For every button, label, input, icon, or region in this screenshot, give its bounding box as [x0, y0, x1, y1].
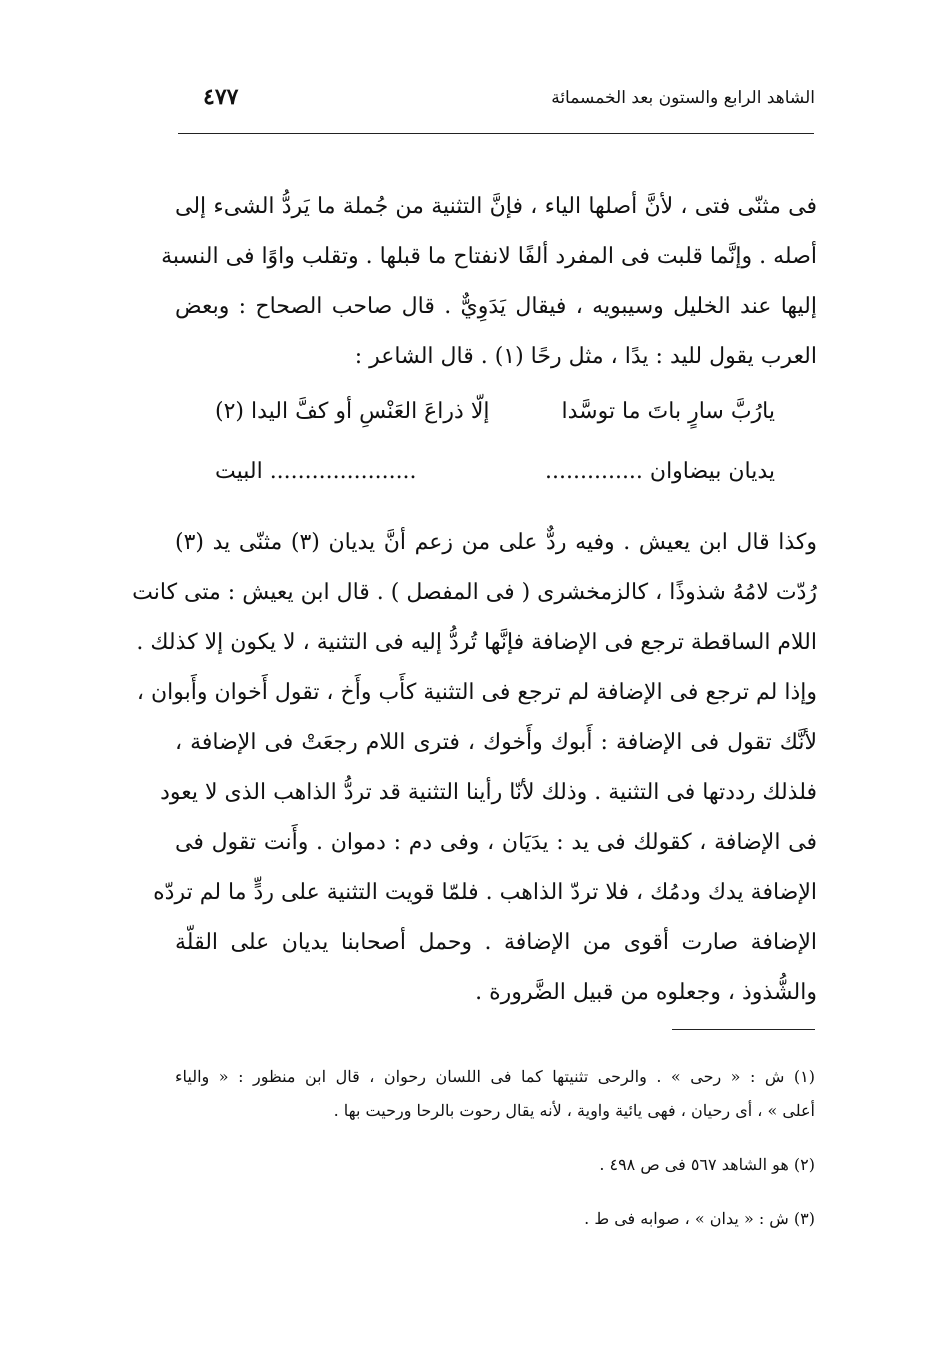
footnote-1-line-2: أعلى » ، أى رحيان ، فهى يائية واوية ، لأنه يقال رحوت بالرحا ورحيت بها . [333, 1101, 815, 1120]
text-line: إليها عند الخليل وسيبويه ، فيقال يَدَوِيٌّ . قال صاحب الصحاح : وبعض [175, 294, 817, 319]
text-line: وإذا لم ترجع فى الإضافة لم ترجع فى التثنية كأَب وأَخ ، تقول أَخوان وأَبوان ، [136, 680, 817, 705]
footnote-divider [672, 1029, 815, 1030]
text-line: أصله . وإنَّما قلبت فى المفرد ألفًا لانفتاح ما قبلها . وتقلب واوًا فى النسبة [161, 244, 817, 269]
verse-first-hemistich: يديان بيضاوان .............. [545, 459, 775, 484]
page-header [175, 82, 815, 118]
verse-second-hemistich: ..................... البيت [215, 459, 417, 484]
text-line: فى الإضافة ، كقولك فى يد : يدَيَان ، وفى دم : دموان . وأَنت تقول فى [175, 830, 817, 855]
footnote-3: (٣) ش : « يدان » ، صوابه فى ط . [584, 1209, 815, 1228]
verse-line-1 [215, 382, 775, 442]
text-line: لأنَّك تقول فى الإضافة : أَبوك وأَخوك ، فترى اللام رجعَتْ فى الإضافة ، [175, 730, 817, 755]
footnote-2: (٢) هو الشاهد ٥٦٧ فى ص ٤٩٨ . [599, 1155, 815, 1174]
text-line: وكذا قال ابن يعيش . وفيه ردٌّ على من زعم أنَّ يديان (٣) مثنّى يد (٣) [175, 530, 817, 555]
text-line: الإضافة يدك ودمُك ، فلا تردّ الذاهب . فلمّا قويت التثنية على ردٍّ ما لم تردّه [153, 880, 817, 905]
paragraph-1 [161, 182, 817, 382]
footnotes [175, 1060, 815, 1236]
footnote-1-line-1: (١) ش : « رحى » . والرحى تثنيتها كما فى اللسان رحوان ، قال ابن منظور : « والياء [175, 1067, 815, 1086]
verse-line-2 [215, 442, 775, 502]
text-line: فلذلك رددتها فى التثنية . وذلك لأنّا رأينا التثنية قد تردُّ الذاهب الذى لا يعود [160, 780, 817, 805]
header-divider [178, 133, 814, 134]
verse-second-hemistich: إلّا ذراعَ العَنْسِ أو كفَّ اليدا (٢) [215, 399, 490, 424]
running-title: الشاهد الرابع والستون بعد الخمسمائة [551, 88, 815, 108]
page-number: ٤٧٧ [203, 84, 239, 110]
text-line: فى مثنّى فتى ، لأنَّ أصلها الياء ، فإنَّ التثنية من جُملة ما يَردُّ الشىء إلى [175, 194, 817, 219]
verse-first-hemistich: يارُبَّ سارٍ باتَ ما توسَّدا [561, 399, 775, 424]
text-line: والشُّذوذ ، وجعلوه من قبيل الضَّرورة . [475, 980, 817, 1005]
text-line: رُدّت لامُهُ شذوذًا ، كالزمخشرى ( فى المفصل ) . قال ابن يعيش : متى كانت [132, 580, 817, 605]
poetry-verse [215, 382, 775, 502]
text-line: العرب يقول لليد : يدًا ، مثل رحًا (١) . قال الشاعر : [354, 344, 817, 369]
paragraph-2 [132, 518, 817, 1018]
text-line: الإضافة صارت أقوى من الإضافة . وحمل أصحابنا يديان على القلّة [175, 930, 817, 955]
text-line: اللام الساقطة ترجع فى الإضافة فإنَّها تُردُّ إليه فى التثنية ، لا يكون إلا كذلك . [136, 630, 817, 655]
